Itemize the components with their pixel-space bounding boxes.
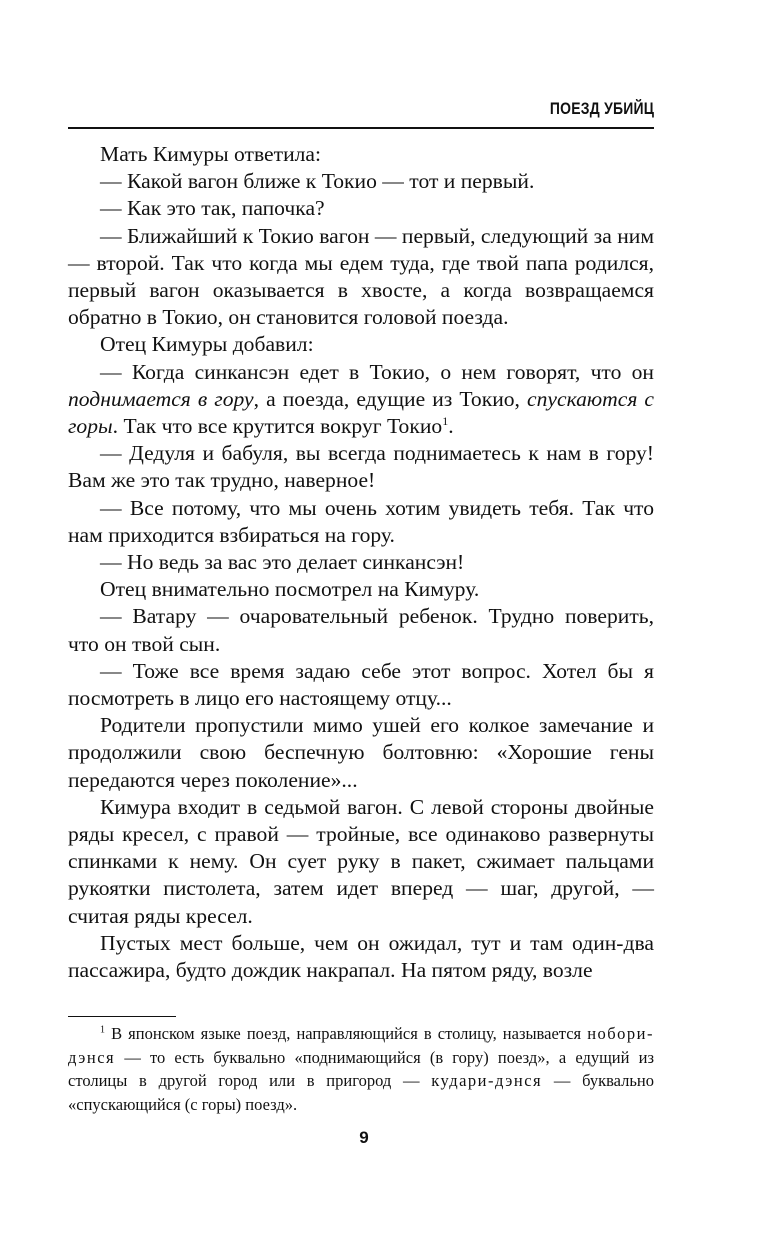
paragraph: Мать Кимуры ответила: <box>100 142 321 166</box>
paragraph: Отец внимательно посмотрел на Кимуру. <box>100 577 480 602</box>
paragraph: — Как это так, папочка? <box>100 196 325 221</box>
italic-phrase: спускаются с горы <box>68 386 654 439</box>
text-run: — Когда синкансэн едет в Токио, о нем говорят, что он <box>100 359 654 384</box>
paragraph: — Но ведь за вас это делает синкансэн! <box>100 550 465 575</box>
running-header <box>68 97 654 129</box>
paragraph: Пустых мест больше, чем он ожидал, тут и там один-два пассажира, будто дождик накрапал. На пятом ряду, возле <box>68 930 654 983</box>
paragraph: — Тоже все время задаю себе этот вопрос. Хотел бы я посмотреть в лицо его настоящему отцу... <box>68 658 654 711</box>
text-run: В японском языке поезд, направляющийся в столицу, называется <box>105 1024 588 1043</box>
paragraph: — Дедуля и бабуля, вы всегда поднимаетесь к нам в гору! Вам же это так трудно, наверное! <box>68 441 654 493</box>
text-run: , а поезда, едущие из Токио, <box>253 386 528 411</box>
paragraph: Родители пропустили мимо ушей его колкое замечание и продолжили свою беспечную болтовню: «Хорошие гены передаются через поколение»... <box>68 713 654 792</box>
footnote <box>68 1022 654 1116</box>
paragraph <box>68 359 654 441</box>
footnote-divider <box>68 1016 176 1017</box>
paragraph: Отец Кимуры добавил: <box>100 332 314 357</box>
text-run: — буквально «спускающийся (с горы) поезд». <box>68 1071 654 1114</box>
body-text <box>68 141 654 984</box>
paragraph: — Какой вагон ближе к Токио — тот и первый. <box>100 169 535 194</box>
paragraph: Кимура входит в седьмой вагон. С левой стороны двойные ряды кресел, с правой — тройные, все одинаково развернуты спинками к нему. Он сует руку в пакет, сжимает пальцами рукоятки пистолета, затем идет вперед — шаг, другой, — считая ряды кресел. <box>68 794 654 928</box>
text-run: . <box>448 414 454 439</box>
paragraph: — Все потому, что мы очень хотим увидеть тебя. Так что нам приходится взбираться на гору. <box>68 495 654 547</box>
page-number: 9 <box>359 1128 369 1147</box>
paragraph: — Ближайший к Токио вагон — первый, следующий за ним — второй. Так что когда мы едем туда, где твой папа родился, первый вагон оказывается в хвосте, а когда возвращаемся обратно в Токио, он становится головой поезда. <box>68 223 654 330</box>
footnote-reference[interactable]: 1 <box>442 413 449 428</box>
paragraph: — Ватару — очаровательный ребенок. Трудно поверить, что он твой сын. <box>68 604 654 656</box>
spaced-term: кудари-дэнся <box>431 1071 543 1090</box>
footnote-marker: 1 <box>100 1024 105 1036</box>
running-title: ПОЕЗД УБИЙЦ <box>549 99 654 118</box>
text-run: . Так что все крутится вокруг Токио <box>112 414 443 439</box>
italic-phrase: поднимается в гору <box>68 386 254 411</box>
spaced-term: нобори-дэнся <box>68 1024 654 1067</box>
footnote-text <box>68 1022 654 1116</box>
text-run: — то есть буквально «поднимающийся (в гору) поезд», а едущий из столицы в другой город или в пригород — <box>68 1047 654 1090</box>
